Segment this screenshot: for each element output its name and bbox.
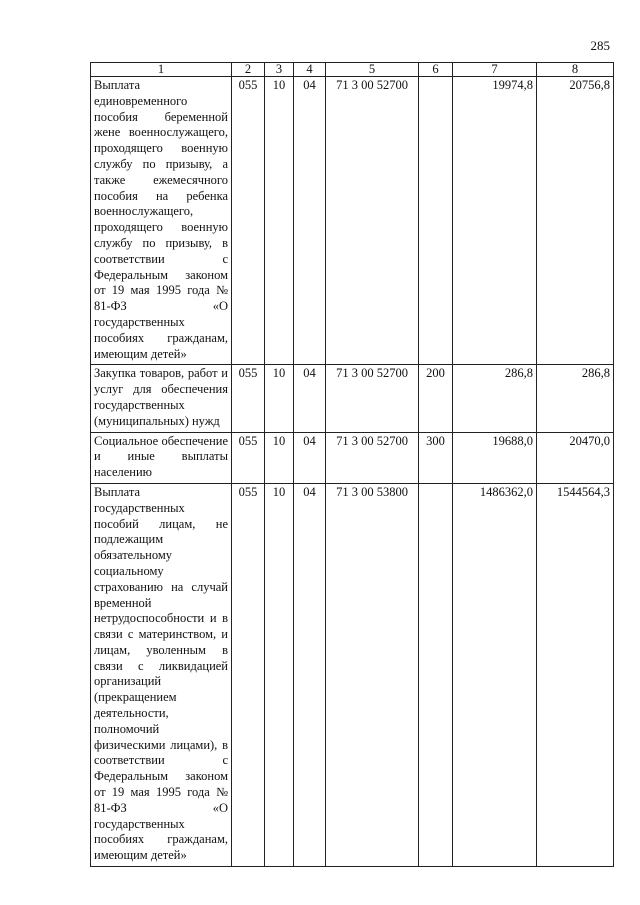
- cell-target-article: 71 3 00 52700: [326, 77, 419, 365]
- row-description: Выплата государственных пособий лицам, не подлежащим обязательному социальному страхованию на случай временной нетрудоспособности и в связи с материнством, и лицам, уволенным в связи с ликвидацией организаций (прекращением деятельности, полномочий физическими лицами), в соответствии с Федеральным законом от 19 мая 1995 года № 81-ФЗ «О государственных пособиях гражданам, имеющим детей»: [91, 483, 232, 866]
- cell-ministry-code: 055: [232, 365, 265, 432]
- cell-amount-year1: 19688,0: [453, 432, 537, 483]
- page-number: 285: [590, 38, 610, 53]
- table-header-row: [91, 63, 614, 77]
- cell-amount-year1: 1486362,0: [453, 483, 537, 866]
- cell-subsection: 04: [294, 432, 326, 483]
- cell-amount-year2: 20470,0: [537, 432, 614, 483]
- column-header: 3: [265, 63, 294, 77]
- cell-expense-type: 200: [419, 365, 453, 432]
- table-row: [91, 483, 614, 866]
- cell-section: 10: [265, 77, 294, 365]
- table-row: [91, 77, 614, 365]
- cell-amount-year1: 286,8: [453, 365, 537, 432]
- cell-expense-type: [419, 77, 453, 365]
- cell-section: 10: [265, 365, 294, 432]
- row-description: Социальное обеспечение и иные выплаты населению: [91, 432, 232, 483]
- cell-target-article: 71 3 00 53800: [326, 483, 419, 866]
- cell-amount-year2: 1544564,3: [537, 483, 614, 866]
- cell-ministry-code: 055: [232, 483, 265, 866]
- table-row: [91, 365, 614, 432]
- cell-amount-year2: 20756,8: [537, 77, 614, 365]
- cell-target-article: 71 3 00 52700: [326, 432, 419, 483]
- column-header: 7: [453, 63, 537, 77]
- cell-subsection: 04: [294, 483, 326, 866]
- cell-ministry-code: 055: [232, 77, 265, 365]
- cell-ministry-code: 055: [232, 432, 265, 483]
- cell-subsection: 04: [294, 365, 326, 432]
- column-header: 5: [326, 63, 419, 77]
- cell-expense-type: [419, 483, 453, 866]
- row-description: Закупка товаров, работ и услуг для обеспечения государственных (муниципальных) нужд: [91, 365, 232, 432]
- cell-expense-type: 300: [419, 432, 453, 483]
- cell-amount-year2: 286,8: [537, 365, 614, 432]
- cell-section: 10: [265, 483, 294, 866]
- budget-table: [90, 62, 614, 867]
- row-description: Выплата единовременного пособия беременной жене военнослужащего, проходящего военную службу по призыву, а также ежемесячного пособия на ребенка военнослужащего, проходящего военную службу по призыву, в соответствии с Федеральным законом от 19 мая 1995 года № 81-ФЗ «О государственных пособиях гражданам, имеющим детей»: [91, 77, 232, 365]
- table-row: [91, 432, 614, 483]
- cell-target-article: 71 3 00 52700: [326, 365, 419, 432]
- column-header: 8: [537, 63, 614, 77]
- cell-subsection: 04: [294, 77, 326, 365]
- cell-amount-year1: 19974,8: [453, 77, 537, 365]
- column-header: 6: [419, 63, 453, 77]
- column-header: 1: [91, 63, 232, 77]
- cell-section: 10: [265, 432, 294, 483]
- column-header: 4: [294, 63, 326, 77]
- column-header: 2: [232, 63, 265, 77]
